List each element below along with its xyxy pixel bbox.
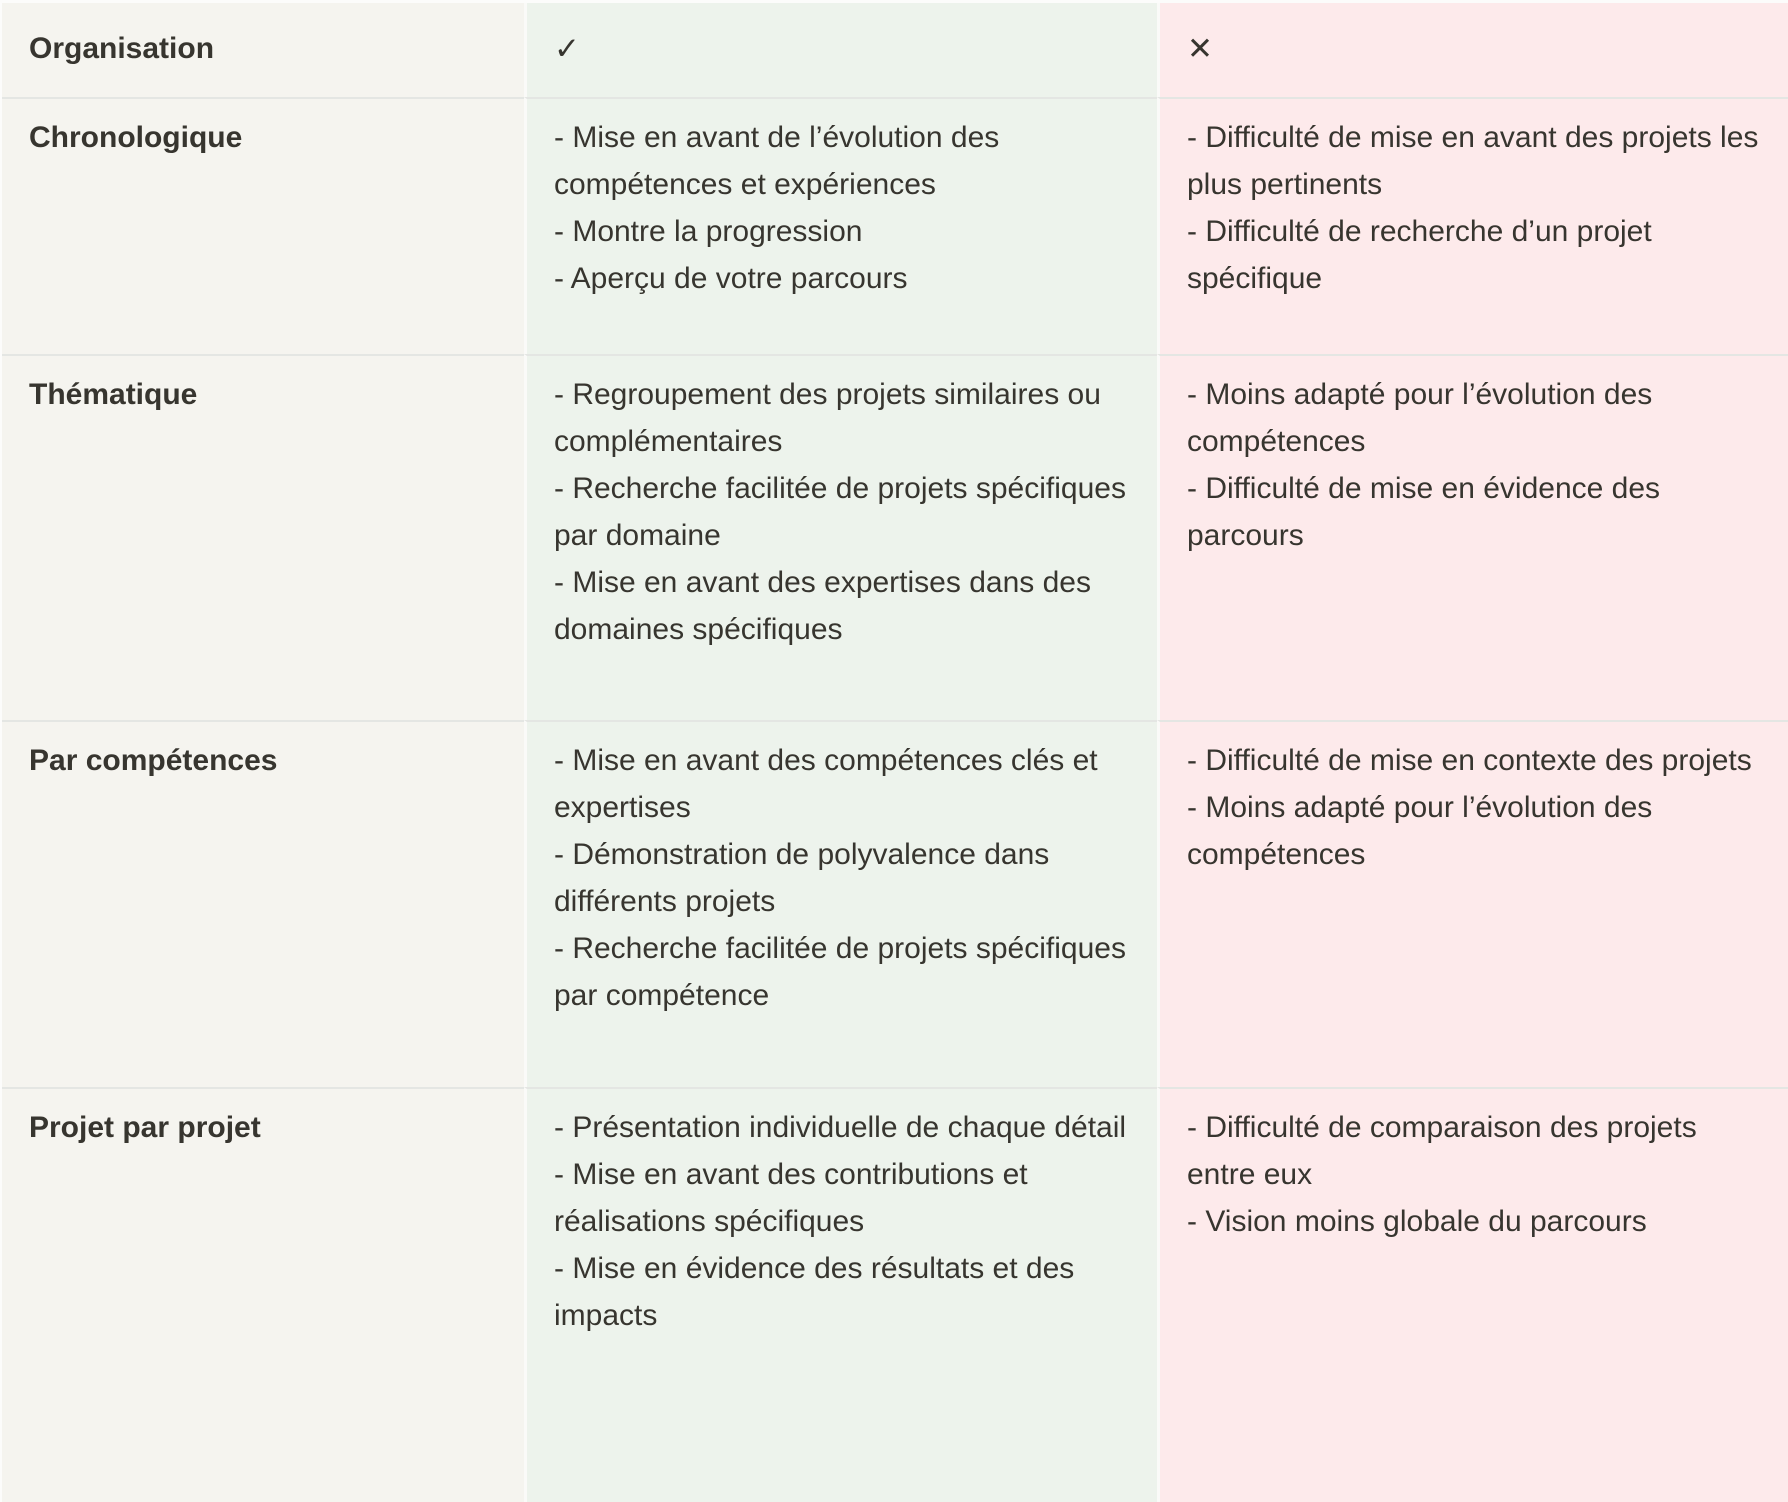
pro-item: - Mise en évidence des résultats et des impacts: [554, 1252, 1075, 1332]
row-label: Chronologique: [29, 121, 243, 154]
pro-item: - Mise en avant des expertises dans des domaines spécifiques: [554, 566, 1091, 646]
check-icon: ✓: [554, 31, 580, 66]
con-item: - Difficulté de mise en avant des projets les plus pertinents: [1187, 121, 1759, 201]
con-item: - Vision moins globale du parcours: [1187, 1205, 1647, 1238]
header-pros-cell: [524, 3, 1157, 97]
pros-cell: [524, 720, 1157, 1087]
cross-icon: ✕: [1187, 31, 1213, 66]
con-item: - Difficulté de comparaison des projets entre eux: [1187, 1111, 1697, 1191]
pro-item: - Montre la progression: [554, 215, 863, 248]
pro-item: - Présentation individuelle de chaque détail: [554, 1111, 1127, 1144]
header-cons-cell: [1157, 3, 1788, 97]
pro-item: - Mise en avant des compétences clés et expertises: [554, 744, 1098, 824]
con-item: - Difficulté de recherche d’un projet spécifique: [1187, 215, 1652, 295]
pro-item: - Recherche facilitée de projets spécifiques par domaine: [554, 472, 1126, 552]
cons-cell: [1157, 720, 1788, 1087]
pro-item: - Aperçu de votre parcours: [554, 262, 908, 295]
pro-item: - Regroupement des projets similaires ou complémentaires: [554, 378, 1101, 458]
cons-cell: [1157, 1087, 1788, 1502]
row-label: Projet par projet: [29, 1111, 261, 1144]
con-item: - Difficulté de mise en évidence des parcours: [1187, 472, 1661, 552]
con-item: - Moins adapté pour l’évolution des compétences: [1187, 378, 1653, 458]
pros-cell: [524, 354, 1157, 720]
pro-item: - Mise en avant de l’évolution des compétences et expériences: [554, 121, 1000, 201]
header-organisation-cell: [2, 3, 524, 97]
row-label-cell: [2, 354, 524, 720]
header-organisation-label: Organisation: [29, 32, 215, 65]
cons-cell: [1157, 97, 1788, 354]
row-label: Par compétences: [29, 744, 278, 777]
pros-cell: [524, 97, 1157, 354]
row-label-cell: [2, 97, 524, 354]
row-label-cell: [2, 1087, 524, 1502]
pro-item: - Recherche facilitée de projets spécifiques par compétence: [554, 932, 1126, 1012]
row-label-cell: [2, 720, 524, 1087]
con-item: - Difficulté de mise en contexte des projets: [1187, 744, 1752, 777]
pros-cell: [524, 1087, 1157, 1502]
row-label: Thématique: [29, 378, 198, 411]
pro-item: - Démonstration de polyvalence dans différents projets: [554, 838, 1050, 918]
cons-cell: [1157, 354, 1788, 720]
pro-item: - Mise en avant des contributions et réalisations spécifiques: [554, 1158, 1028, 1238]
con-item: - Moins adapté pour l’évolution des compétences: [1187, 791, 1653, 871]
